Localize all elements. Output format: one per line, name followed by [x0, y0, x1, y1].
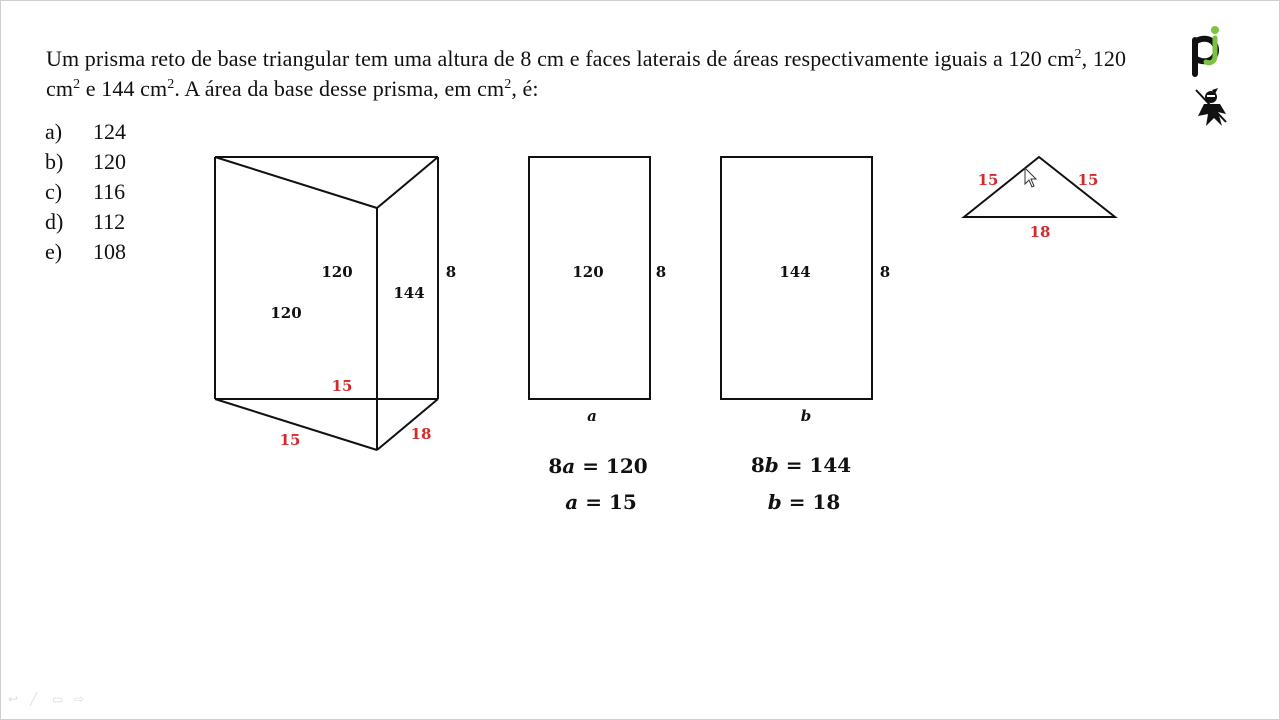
option-value: 116 — [93, 179, 126, 204]
area-value-1: 120 cm — [1008, 46, 1075, 71]
question-text: Um prisma reto de base triangular tem uma altura de 8 cm e faces laterais de áreas respectivamente iguais a 120 $cm^2$, 120 $cm^2$ e 144 $cm^2$. A área da base desse prisma, em $cm^2$, é: — [46, 46, 1127, 101]
option-letter: c) — [45, 179, 63, 204]
rect-b-height-label: 8 — [879, 263, 891, 281]
exponent: 2 — [1074, 47, 1082, 62]
equation-b-2: b = 18 — [767, 490, 841, 514]
connector-word: e — [85, 76, 96, 101]
rect-b-base-label: b — [800, 407, 812, 425]
prism-face-left-label: 120 — [270, 304, 302, 322]
area-value-3: 144 cm — [101, 76, 168, 101]
logo-pj-icon — [1186, 24, 1230, 80]
question-part2: . A área da base desse prisma, em cm — [174, 76, 505, 101]
question-end: , é: — [511, 76, 539, 101]
arrow-icon[interactable]: ↩ — [8, 692, 19, 706]
option-letter: b) — [45, 149, 64, 174]
rect-a-base-label: a — [587, 407, 597, 425]
prism-top-left-edge — [215, 157, 377, 208]
option-value: 124 — [93, 119, 126, 144]
mouse-cursor-icon — [1025, 168, 1036, 187]
exponent: 2 — [73, 77, 81, 92]
option-letter: e) — [45, 239, 63, 264]
equation-b-1: 8b = 144 — [750, 453, 852, 477]
question-part1: Um prisma reto de base triangular tem uma altura de 8 cm e faces laterais de áreas respectivamente iguais a — [46, 46, 1003, 71]
equation-a-1: 8a = 120 — [548, 454, 648, 478]
prism-edge-front-left-label: 15 — [279, 431, 301, 449]
option-letter: d) — [45, 209, 64, 234]
prism-edge-back-label: 15 — [331, 377, 353, 395]
ninja-icon — [1192, 86, 1232, 128]
option-value: 120 — [93, 149, 126, 174]
rect-b-area-label: 144 — [779, 263, 811, 281]
area-value-2: 120 cm — [46, 46, 1127, 101]
exponent: 2 — [504, 77, 512, 92]
eraser-icon[interactable]: ▭ — [52, 692, 64, 706]
prism-edge-front-right-label: 18 — [410, 425, 432, 443]
prism-drawing — [215, 157, 438, 450]
prism-face-back-label: 120 — [321, 263, 353, 281]
prism-height-label: 8 — [445, 263, 457, 281]
annotation-toolbar — [8, 694, 88, 704]
option-value: 108 — [93, 239, 126, 264]
triangle-right-side-label: 15 — [1077, 171, 1099, 189]
triangle-base-label: 18 — [1029, 223, 1051, 241]
arrow-icon[interactable]: ⇨ — [74, 692, 85, 706]
prism-face-right-label: 144 — [393, 284, 425, 302]
rect-a-area-label: 120 — [572, 263, 604, 281]
equation-a-2: a = 15 — [565, 490, 637, 514]
option-value: 112 — [93, 209, 126, 234]
pen-icon[interactable]: ╱ — [30, 692, 38, 706]
rect-a-height-label: 8 — [655, 263, 667, 281]
prism-top-right-edge — [377, 157, 438, 208]
exponent: 2 — [167, 77, 175, 92]
triangle-left-side-label: 15 — [977, 171, 999, 189]
option-letter: a) — [45, 119, 63, 144]
